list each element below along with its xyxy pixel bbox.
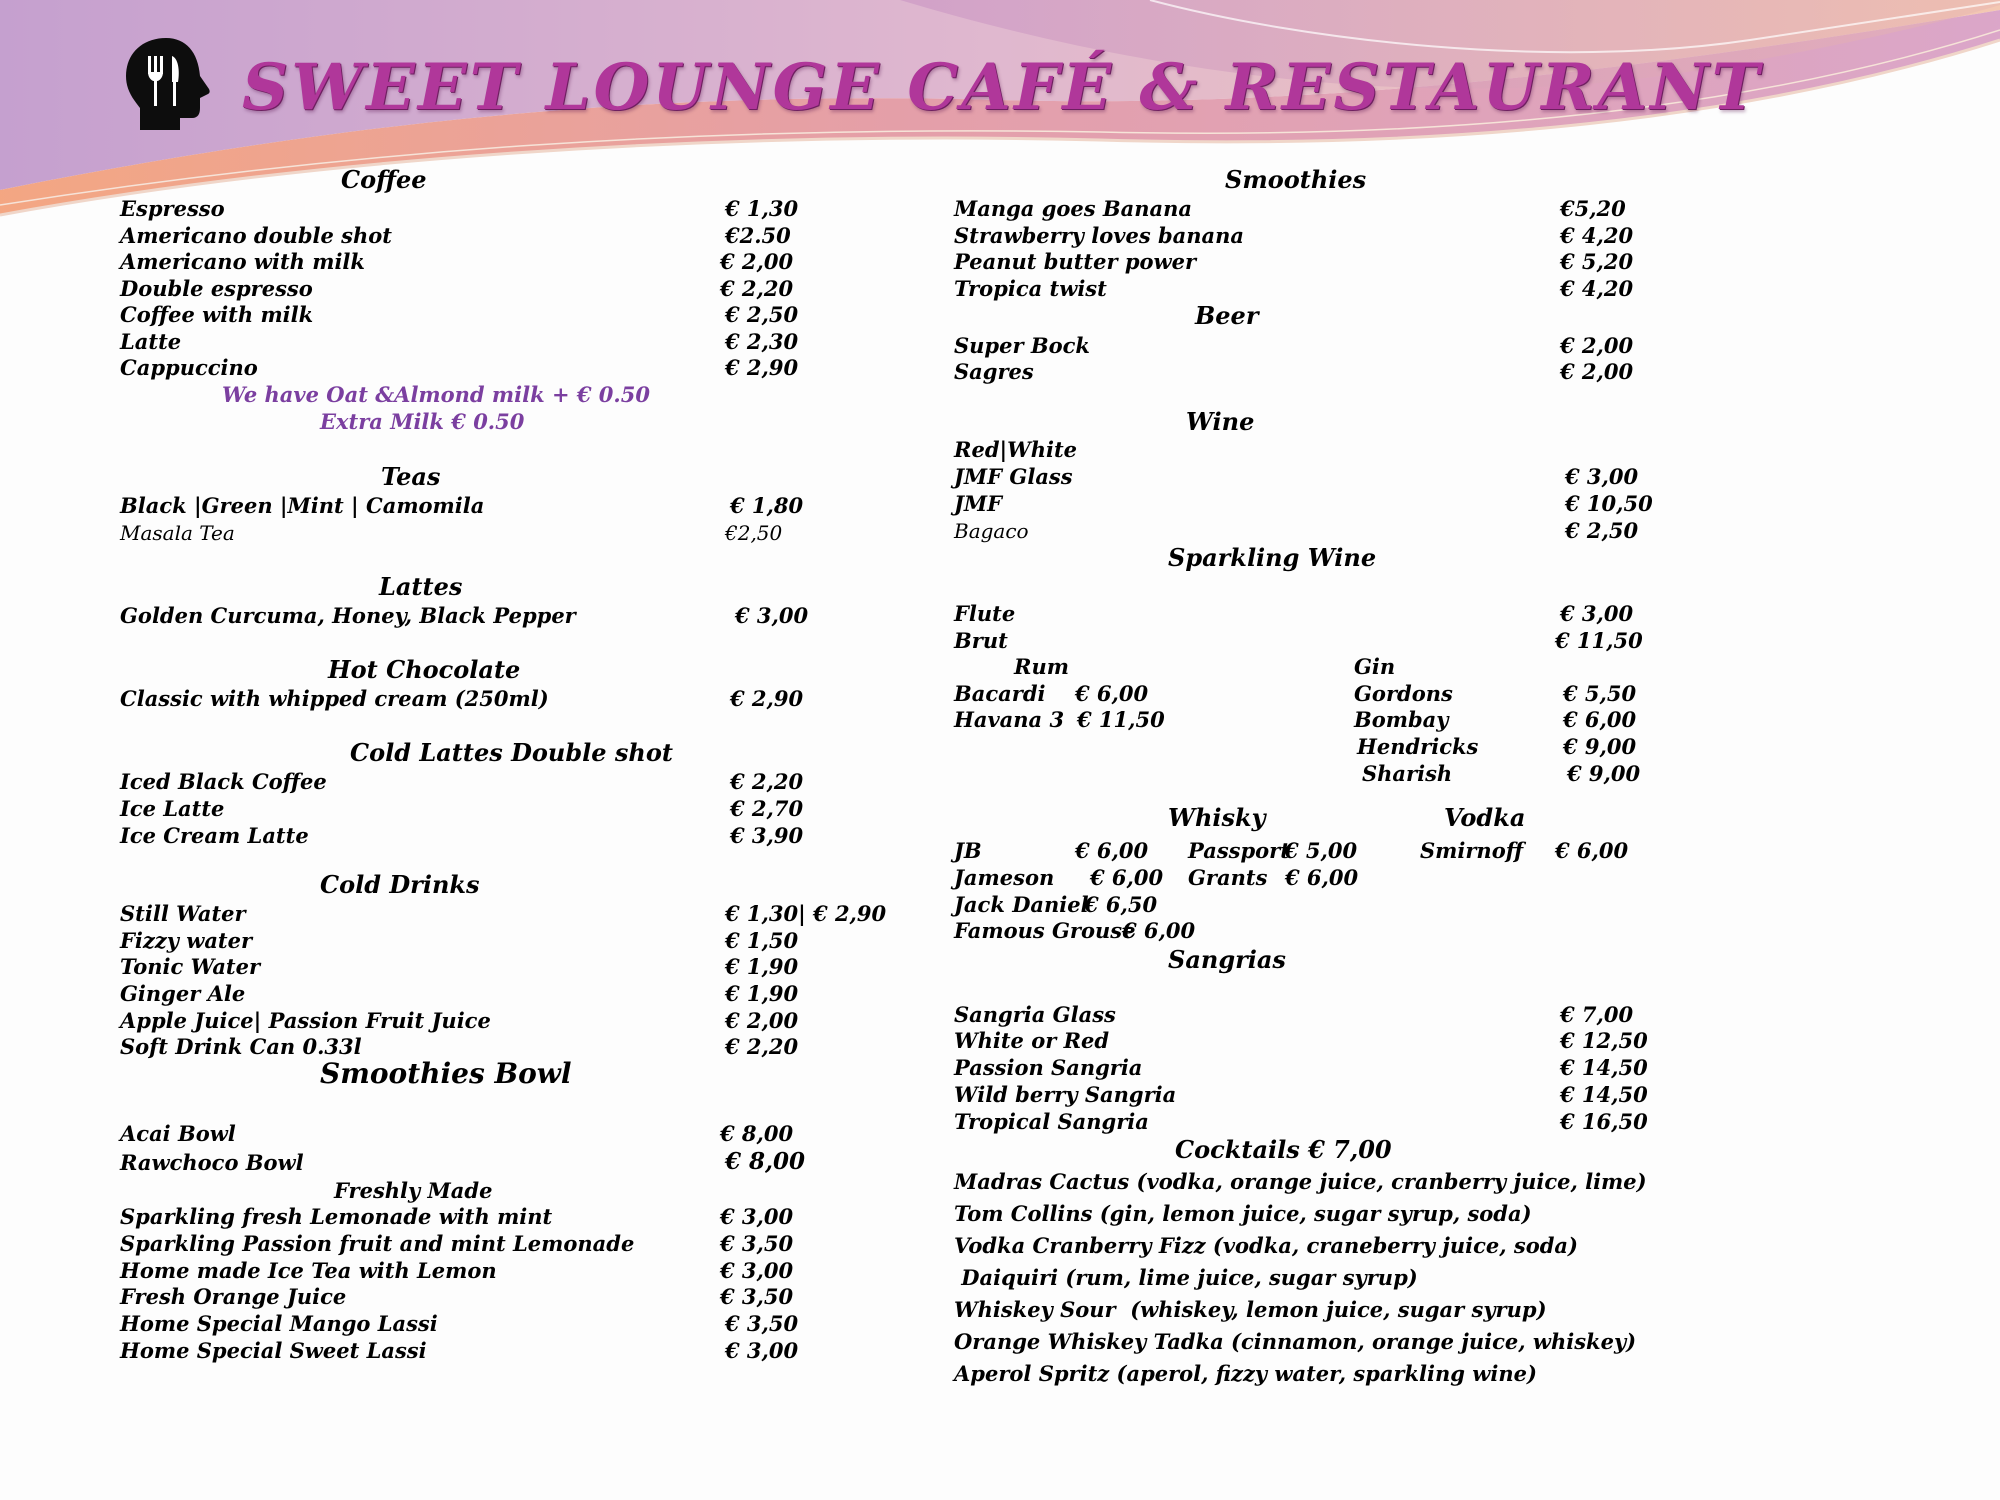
menu-item-name: Bombay <box>1354 707 1449 732</box>
menu-item-price: € 1,90 <box>725 981 799 1006</box>
menu-item-name: Soft Drink Can 0.33l <box>120 1034 362 1059</box>
menu-item-name: Passion Sangria <box>954 1055 1143 1080</box>
menu-item-name: Gordons <box>1354 681 1453 706</box>
menu-item-name: Masala Tea <box>120 521 235 545</box>
menu-item-name: Peanut butter power <box>954 249 1197 274</box>
menu-item-name: Wild berry Sangria <box>954 1082 1177 1107</box>
menu-item-price: € 3,00 <box>720 1258 794 1283</box>
menu-item-price: € 2,20 <box>720 276 794 301</box>
menu-item-name: Home Special Sweet Lassi <box>120 1338 427 1363</box>
menu-item-name: Tropical Sangria <box>954 1109 1149 1134</box>
menu-item-price: € 6,00 <box>1563 707 1637 732</box>
smoothies-bowl-heading: Smoothies Bowl <box>320 1057 572 1090</box>
cocktail-item: Daiquiri (rum, lime juice, sugar syrup) <box>954 1265 1418 1290</box>
menu-item-name: Black |Green |Mint | Camomila <box>120 493 485 518</box>
whisky-heading: Whisky <box>1168 803 1266 832</box>
menu-item-name: White or Red <box>954 1028 1110 1053</box>
rum-heading: Rum <box>1014 654 1069 679</box>
menu-item-name: Strawberry loves banana <box>954 223 1245 248</box>
menu-item-price: € 6,00 <box>1122 918 1196 943</box>
menu-item-price: € 3,00 <box>1565 464 1639 489</box>
cocktail-item: Vodka Cranberry Fizz (vodka, craneberry juice, soda) <box>954 1233 1578 1258</box>
menu-item-name: Sharish <box>1362 761 1453 786</box>
menu-item-name: Americano double shot <box>120 223 392 248</box>
menu-item-price: €5,20 <box>1560 196 1626 221</box>
menu-item-name: Fresh Orange Juice <box>120 1284 347 1309</box>
menu-item-price: € 6,50 <box>1084 892 1158 917</box>
menu-item-price: € 5,20 <box>1560 249 1634 274</box>
menu-item-name: Hendricks <box>1357 734 1479 759</box>
menu-item-name: Jameson <box>954 865 1055 890</box>
menu-item-price: € 3,50 <box>720 1231 794 1256</box>
menu-item-price: € 3,00 <box>720 1204 794 1229</box>
cold-lattes-heading: Cold Lattes Double shot <box>350 738 673 767</box>
menu-item-name: Smirnoff <box>1420 838 1524 863</box>
menu-item-price: € 14,50 <box>1560 1055 1648 1080</box>
menu-item-name: Bacardi <box>954 681 1046 706</box>
wine-subtitle: Red|White <box>954 437 1078 462</box>
menu-item-price: € 3,50 <box>720 1284 794 1309</box>
hot-chocolate-heading: Hot Chocolate <box>328 655 521 684</box>
cocktail-item: Orange Whiskey Tadka (cinnamon, orange juice, whiskey) <box>954 1329 1637 1354</box>
menu-item-name: Golden Curcuma, Honey, Black Pepper <box>120 603 576 628</box>
menu-item-name: Brut <box>954 628 1008 653</box>
menu-item-price: € 6,00 <box>1555 838 1629 863</box>
sangrias-heading: Sangrias <box>1168 945 1286 974</box>
menu-item-name: Rawchoco Bowl <box>120 1150 304 1175</box>
coffee-heading: Coffee <box>341 165 427 194</box>
sparkling-wine-heading: Sparkling Wine <box>1168 543 1377 572</box>
cocktail-item: Madras Cactus (vodka, orange juice, cranberry juice, lime) <box>954 1169 1647 1194</box>
menu-item-price: € 1,30| € 2,90 <box>725 901 887 926</box>
menu-item-name: Sparkling fresh Lemonade with mint <box>120 1204 553 1229</box>
menu-item-name: Double espresso <box>120 276 313 301</box>
menu-item-price: € 6,00 <box>1285 865 1359 890</box>
menu-item-name: JMF Glass <box>954 464 1073 489</box>
menu-item-price: € 11,50 <box>1555 628 1643 653</box>
menu-item-name: Apple Juice| Passion Fruit Juice <box>120 1008 491 1033</box>
menu-item-price: €2,50 <box>725 521 783 545</box>
menu-item-name: Sagres <box>954 359 1034 384</box>
menu-item-price: € 2,70 <box>730 796 804 821</box>
menu-item-price: € 5,00 <box>1284 838 1358 863</box>
menu-item-name: Manga goes Banana <box>954 196 1193 221</box>
menu-item-name: Fizzy water <box>120 928 253 953</box>
menu-item-name: Iced Black Coffee <box>120 769 327 794</box>
menu-item-price: € 7,00 <box>1560 1002 1634 1027</box>
menu-item-price: € 1,90 <box>725 954 799 979</box>
menu-item-price: € 2,90 <box>730 686 804 711</box>
menu-item-name: Famous Grouse <box>954 918 1136 943</box>
menu-item-name: Classic with whipped cream (250ml) <box>120 686 549 711</box>
menu-item-price: € 12,50 <box>1560 1028 1648 1053</box>
lattes-heading: Lattes <box>379 572 463 601</box>
milk-option-note: We have Oat &Almond milk + € 0.50 <box>222 382 650 407</box>
menu-item-price: € 6,00 <box>1075 681 1149 706</box>
menu-item-price: € 9,00 <box>1563 734 1637 759</box>
menu-item-name: Coffee with milk <box>120 302 314 327</box>
menu-item-price: € 2,50 <box>1565 518 1639 543</box>
menu-item-name: Ginger Ale <box>120 981 246 1006</box>
menu-item-price: € 2,90 <box>725 355 799 380</box>
menu-item-name: Grants <box>1188 865 1268 890</box>
teas-heading: Teas <box>381 462 441 491</box>
menu-item-price: € 2,00 <box>725 1008 799 1033</box>
menu-item-name: Americano with milk <box>120 249 365 274</box>
menu-item-name: Havana 3 <box>954 707 1065 732</box>
menu-item-name: Ice Latte <box>120 796 225 821</box>
freshly-made-heading: Freshly Made <box>334 1178 493 1203</box>
menu-item-price: € 2,30 <box>725 329 799 354</box>
menu-item-name: Sparkling Passion fruit and mint Lemonade <box>120 1231 635 1256</box>
menu-item-price: € 2,00 <box>1560 333 1634 358</box>
menu-item-price: € 16,50 <box>1560 1109 1648 1134</box>
menu-item-name: Still Water <box>120 901 246 926</box>
gin-heading: Gin <box>1354 654 1396 679</box>
head-with-fork-knife-icon <box>122 36 214 132</box>
cocktail-item: Whiskey Sour (whiskey, lemon juice, sugar syrup) <box>954 1297 1547 1322</box>
menu-item-name: JMF <box>954 491 1003 516</box>
cocktail-item: Aperol Spritz (aperol, fizzy water, sparkling wine) <box>954 1361 1537 1386</box>
menu-item-price: € 3,00 <box>735 603 809 628</box>
menu-item-name: Cappuccino <box>120 355 258 380</box>
menu-item-price: € 3,90 <box>730 823 804 848</box>
menu-item-price: € 9,00 <box>1567 761 1641 786</box>
beer-heading: Beer <box>1195 301 1259 330</box>
menu-item-price: € 1,30 <box>725 196 799 221</box>
menu-item-name: Latte <box>120 329 182 354</box>
menu-item-name: Home made Ice Tea with Lemon <box>120 1258 497 1283</box>
menu-item-name: Jack Daniel <box>954 892 1089 917</box>
menu-item-price: €2.50 <box>725 223 791 248</box>
menu-item-price: € 1,50 <box>725 928 799 953</box>
menu-item-name: JB <box>954 838 982 863</box>
menu-item-name: Tonic Water <box>120 954 261 979</box>
restaurant-title: SWEET LOUNGE CAFÉ & RESTAURANT <box>242 50 1763 125</box>
menu-item-name: Ice Cream Latte <box>120 823 309 848</box>
menu-item-name: Home Special Mango Lassi <box>120 1311 438 1336</box>
menu-item-price: € 2,00 <box>720 249 794 274</box>
menu-item-price: € 10,50 <box>1565 491 1653 516</box>
menu-item-price: € 3,00 <box>1560 601 1634 626</box>
menu-item-name: Passport <box>1188 838 1290 863</box>
cold-drinks-heading: Cold Drinks <box>320 870 480 899</box>
menu-item-name: Super Bock <box>954 333 1090 358</box>
menu-item-price: € 5,50 <box>1563 681 1637 706</box>
menu-item-name: Sangria Glass <box>954 1002 1116 1027</box>
menu-item-price: € 14,50 <box>1560 1082 1648 1107</box>
cocktails-heading: Cocktails € 7,00 <box>1175 1135 1392 1164</box>
menu-item-price: € 2,20 <box>725 1034 799 1059</box>
menu-item-price: € 4,20 <box>1560 276 1634 301</box>
menu-item-name: Bagaco <box>954 519 1029 543</box>
menu-item-name: Acai Bowl <box>120 1121 236 1146</box>
wine-heading: Wine <box>1186 407 1255 436</box>
menu-item-price: € 2,20 <box>730 769 804 794</box>
menu-item-price: € 8,00 <box>725 1148 806 1175</box>
menu-item-price: € 2,50 <box>725 302 799 327</box>
menu-item-price: € 3,00 <box>725 1338 799 1363</box>
menu-item-price: € 1,80 <box>730 493 804 518</box>
cocktail-item: Tom Collins (gin, lemon juice, sugar syrup, soda) <box>954 1201 1532 1226</box>
menu-item-price: € 4,20 <box>1560 223 1634 248</box>
menu-item-name: Tropica twist <box>954 276 1107 301</box>
extra-milk-note: Extra Milk € 0.50 <box>320 409 525 434</box>
menu-item-name: Flute <box>954 601 1016 626</box>
menu-item-price: € 6,00 <box>1090 865 1164 890</box>
menu-item-price: € 6,00 <box>1075 838 1149 863</box>
menu-item-price: € 2,00 <box>1560 359 1634 384</box>
menu-item-price: € 3,50 <box>725 1311 799 1336</box>
smoothies-heading: Smoothies <box>1225 165 1367 194</box>
menu-item-name: Espresso <box>120 196 225 221</box>
menu-item-price: € 11,50 <box>1077 707 1165 732</box>
vodka-heading: Vodka <box>1444 803 1526 832</box>
menu-item-price: € 8,00 <box>720 1121 794 1146</box>
